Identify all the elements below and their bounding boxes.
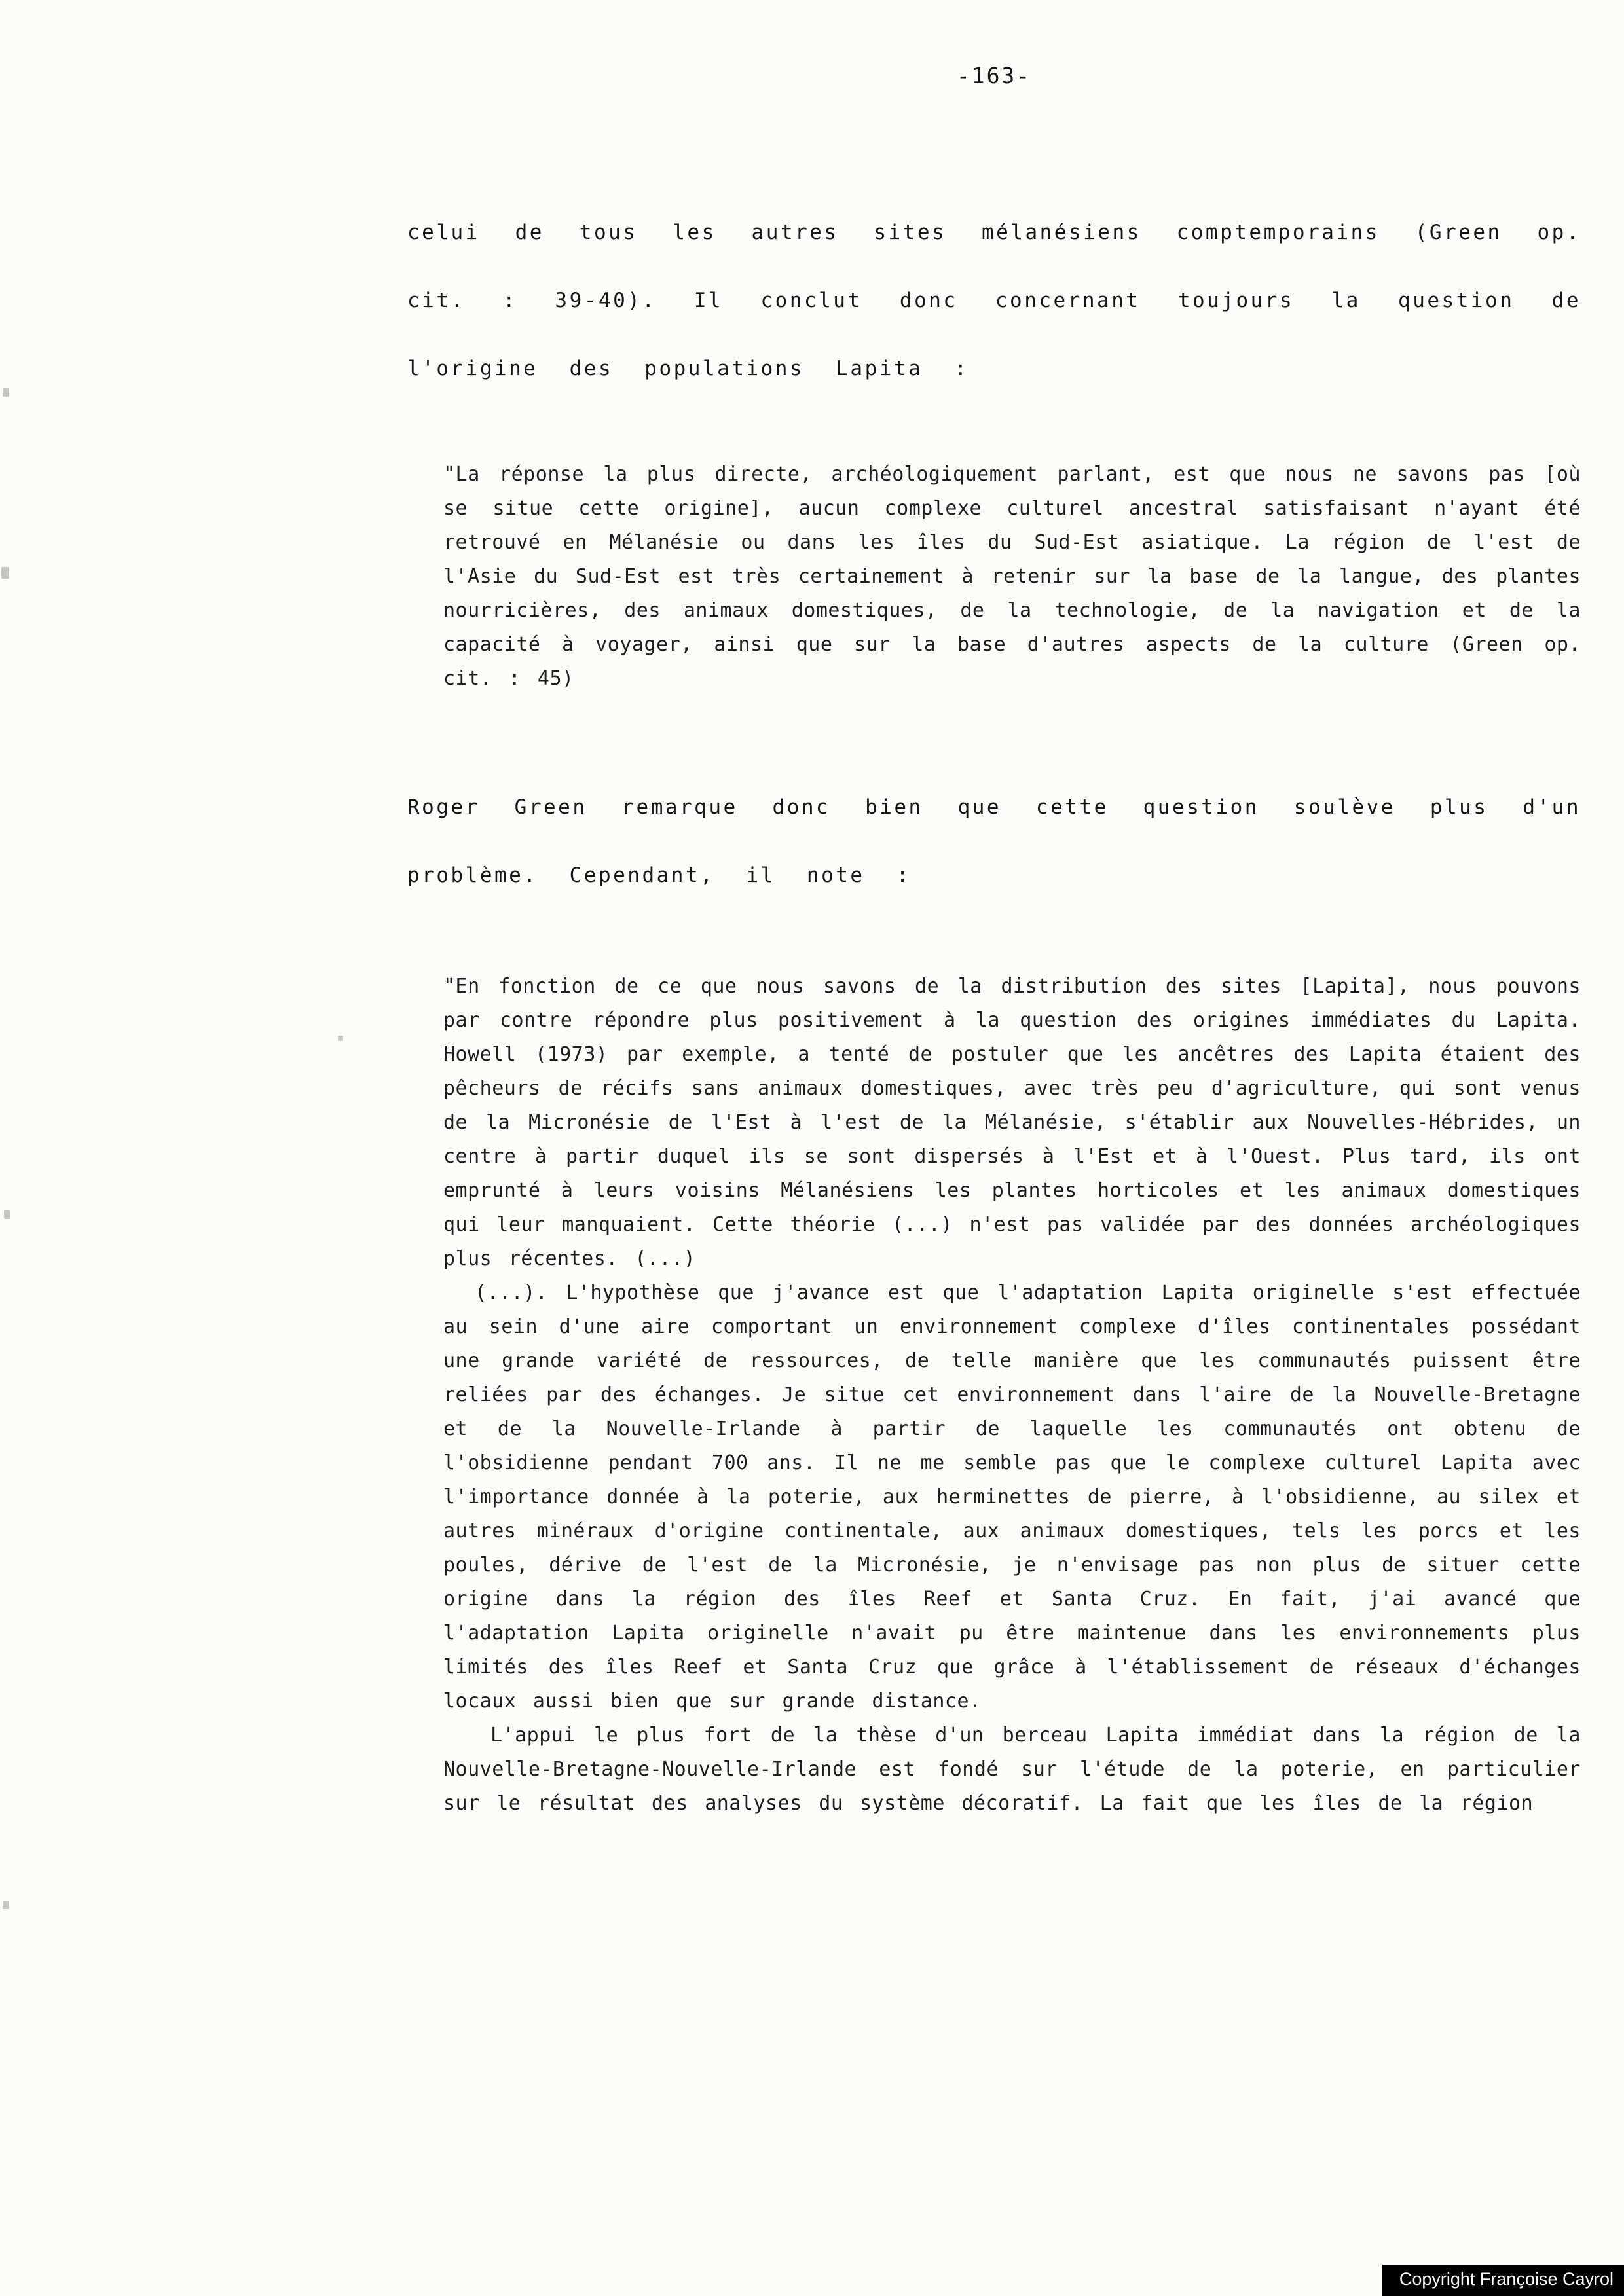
page-number: -163- xyxy=(956,63,1032,88)
scan-artifact xyxy=(1,567,9,579)
quote-text: "La réponse la plus directe, archéologiquement parlant, est que nous ne savons pas [où se situe cette origine], aucun complexe culturel ancestral satisfaisant n'ayant été retrouvé en Mélanésie ou dans les îles du Sud-Est asiatique. La région de l'est de l'Asie du Sud-Est est très certainement à retenir sur la base de la langue, des plantes nourricières, des animaux domestiques, de la technologie, de la navigation et de la capacité à voyager, ainsi que sur la base d'autres aspects de la culture (Green op. cit. : 45) xyxy=(443,463,1581,690)
quote-text-part-1: "En fonction de ce que nous savons de la distribution des sites [Lapita], nous pouvons par contre répondre plus positivement à la question des origines immédiates du Lapita. Howell (1973) par exemple, a tenté de postuler que les ancêtres des Lapita étaient des pêcheurs de récifs sans animaux domestiques, avec très peu d'agriculture, qui sont venus de la Micronésie de l'Est à l'est de la Mélanésie, s'établir aux Nouvelles-Hébrides, un centre à partir duquel ils se sont dispersés à l'Est et à l'Ouest. Plus tard, ils ont emprunté à leurs voisins Mélanésiens les plantes horticoles et les animaux domestiques qui leur manquaient. Cette théorie (...) n'est pas validée par des données archéologiques plus récentes. (...) xyxy=(443,975,1581,1270)
blockquote-green-citation-2 xyxy=(443,970,1581,1821)
scan-artifact xyxy=(338,1036,343,1041)
text-column xyxy=(407,63,1581,1821)
body-paragraph-1: celui de tous les autres sites mélanésiens comptemporains (Green op. cit. : 39-40). Il conclut donc concernant toujours la question de l'origine des populations Lapita : xyxy=(407,221,1581,380)
body-paragraph-2: Roger Green remarque donc bien que cette question soulève plus d'un problème. Cependant, il note : xyxy=(407,795,1581,887)
scan-artifact xyxy=(3,1901,9,1909)
quote-text-part-3: L'appui le plus fort de la thèse d'un berceau Lapita immédiat dans la région de la Nouvelle-Bretagne-Nouvelle-Irlande est fondé sur l'étude de la poterie, en particulier sur le résultat des analyses du système décoratif. La fait que les îles de la région xyxy=(443,1724,1581,1815)
scan-artifact xyxy=(4,1210,10,1219)
copyright-notice: Copyright Françoise Cayrol xyxy=(1382,2265,1624,2296)
scan-artifact xyxy=(3,388,9,397)
blockquote-green-citation-1 xyxy=(443,458,1581,696)
quote-text-part-2: (...). L'hypothèse que j'avance est que l'adaptation Lapita originelle s'est effectuée au sein d'une aire comportant un environnement complexe d'îles continentales possédant une grande variété de ressources, de telle manière que les communautés puissent être reliées par des échanges. Je situe cet environnement dans l'aire de la Nouvelle-Bretagne et de la Nouvelle-Irlande à partir de laquelle les communautés ont obtenu de l'obsidienne pendant 700 ans. Il ne me semble pas que le complexe culturel Lapita avec l'importance donnée à la poterie, aux herminettes de pierre, à l'obsidienne, au silex et autres minéraux d'origine continentale, aux animaux domestiques, tels les porcs et les poules, dérive de l'est de la Micronésie, je n'envisage pas non plus de situer cette origine dans la région des îles Reef et Santa Cruz. En fait, j'ai avancé que l'adaptation Lapita originelle n'avait pu être maintenue dans les environnements plus limités des îles Reef et Santa Cruz que grâce à l'établissement de réseaux d'échanges locaux aussi bien que sur grande distance. xyxy=(443,1281,1581,1713)
